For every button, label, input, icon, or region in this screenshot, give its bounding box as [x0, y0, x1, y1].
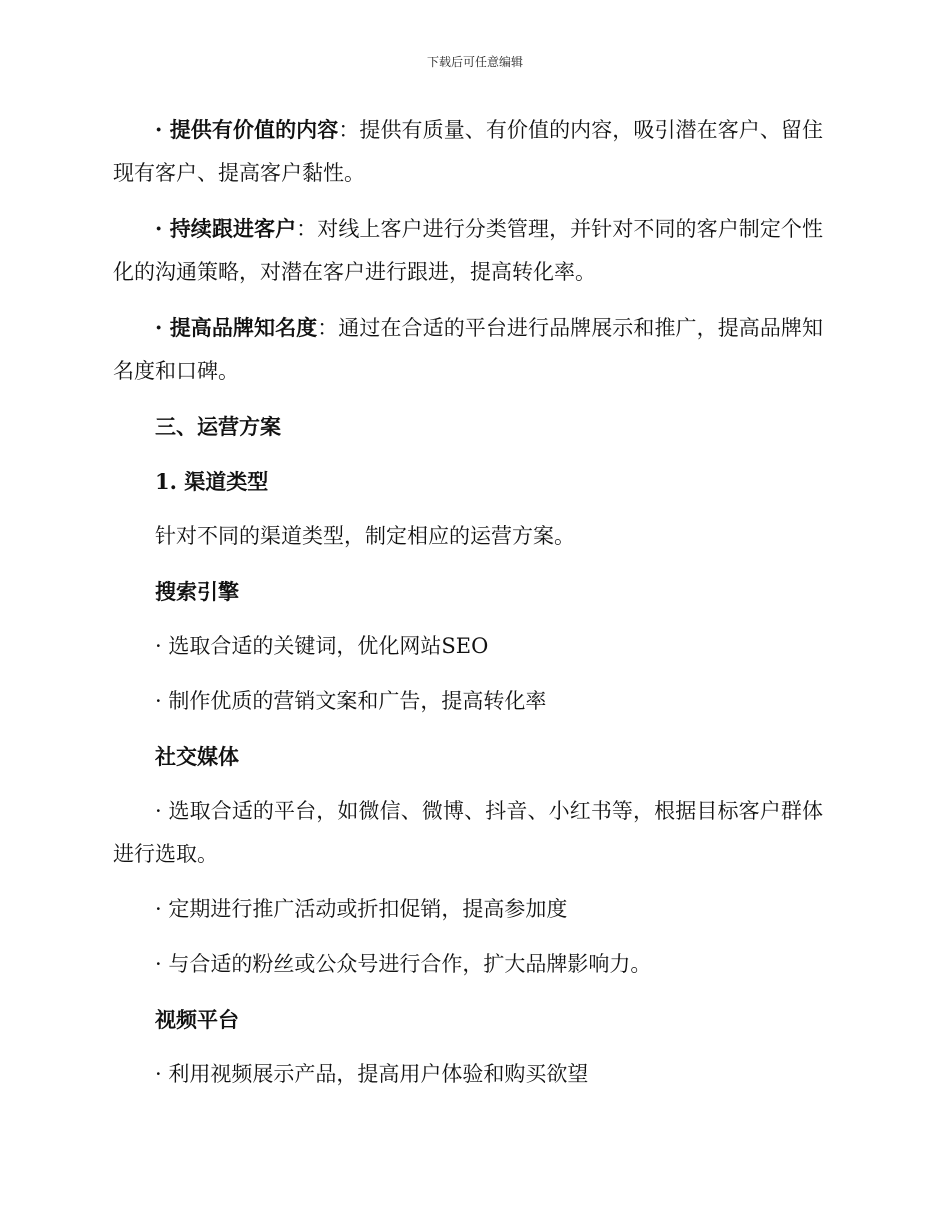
bullet-follow-up-customers [113, 207, 823, 294]
paragraph-channel-intro: 针对不同的渠道类型，制定相应的运营方案。 [155, 524, 575, 548]
section-heading-operation-plan: 三、运营方案 [155, 414, 281, 439]
bullet-text: ：通过在合适的平台进行品牌展示和推广，提高品牌知名度和口碑。 [113, 316, 823, 383]
list-item-seo: · 选取合适的关键词，优化网站SEO [155, 634, 489, 658]
bullet-term: · 提供有价值的内容 [155, 117, 339, 142]
bullet-term: · 提高品牌知名度 [155, 315, 318, 340]
bullet-text: ：提供有质量、有价值的内容，吸引潜在客户、留住现有客户、提高客户黏性。 [113, 118, 823, 185]
list-item-platform-selection: · 选取合适的平台，如微信、微博、抖音、小红书等，根据目标客户群体进行选取。 [113, 799, 823, 866]
list-item-ad-copy: · 制作优质的营销文案和广告，提高转化率 [155, 689, 547, 713]
list-item-promotions: · 定期进行推广活动或折扣促销，提高参加度 [155, 897, 568, 921]
bullet-text: ：对线上客户进行分类管理，并针对不同的客户制定个性化的沟通策略，对潜在客户进行跟进，提高转化率。 [113, 217, 824, 284]
subheading-video-platform: 视频平台 [155, 1007, 239, 1032]
subheading-search-engine: 搜索引擎 [155, 579, 239, 604]
bullet-brand-awareness [113, 306, 823, 393]
page-header: 下载后可任意编辑 [426, 55, 523, 69]
list-item-video-showcase: · 利用视频展示产品，提高用户体验和购买欲望 [155, 1062, 589, 1086]
document-body [113, 108, 823, 1108]
list-item-partnerships: · 与合适的粉丝或公众号进行合作，扩大品牌影响力。 [155, 952, 652, 976]
subheading-social-media: 社交媒体 [155, 744, 239, 769]
bullet-valuable-content [113, 108, 823, 195]
bullet-term: · 持续跟进客户 [155, 216, 297, 241]
subheading-channel-types: 1. 渠道类型 [155, 469, 269, 494]
